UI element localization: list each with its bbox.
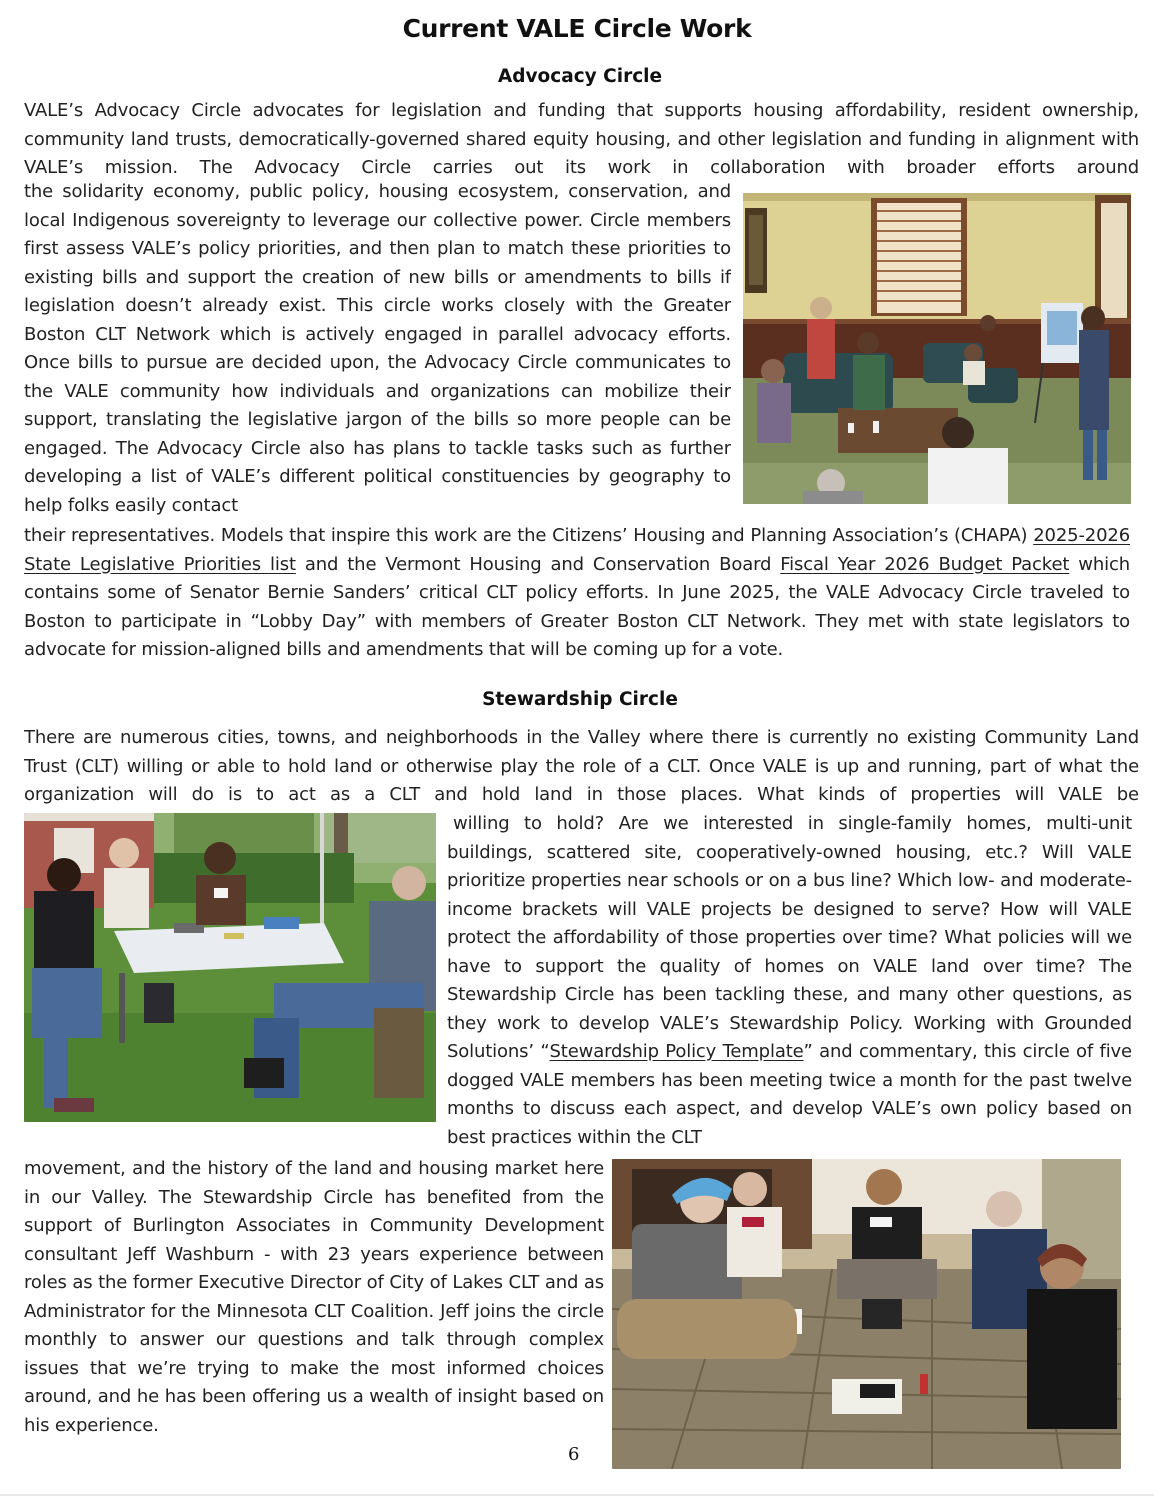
advocacy-paragraph-top: VALE’s Advocacy Circle advocates for legislation and funding that supports housing affordability, resident ownership, community land trusts, democratically-governed shared equity housing, and other legislation and funding in alignment with VALE’s mission. The Advocacy Circle carries out its work in collaboration with broader efforts around: [24, 100, 1139, 178]
advocacy-text-1: their representatives. Models that inspire this work are the Citizens’ Housing and Planning Association’s (CHAPA): [24, 525, 1028, 546]
stewardship-paragraph-wrap: [447, 810, 1132, 1152]
advocacy-heading: Advocacy Circle: [497, 66, 663, 87]
page-number: 6: [568, 1444, 580, 1465]
stewardship-heading: Stewardship Circle: [482, 689, 678, 710]
advocacy-paragraph-bottom: [24, 522, 1130, 668]
stewardship-text-1: willing to hold? Are we interested in single-family homes, multi-unit buildings, scattered site, cooperatively-owned housing, etc.? Will VALE prioritize properties near schools or on a bus line? Which low- and moderate-income brackets will VALE projects be designed to serve? How will VALE protect the affordability of those properties over time? What policies will we have to support the quality of homes on VALE land over time? The Stewardship Circle has been tackling these, and many other questions, as they work to develop VALE’s Stewardship Policy. Working with Grounded Solutions’ “: [447, 813, 1132, 1062]
advocacy-text-3: which contains some of Senator Bernie Sanders’ critical CLT policy efforts. In June 2025, the VALE Advocacy Circle traveled to Boston to participate in “Lobby Day” with members of Greater Boston CLT Network. They met with state legislators to advocate for mission-aligned bills and amendments that will be coming up for a vote.: [24, 553, 1130, 660]
stewardship-paragraph-top: There are numerous cities, towns, and neighborhoods in the Valley where there is currently no existing Community Land Trust (CLT) willing or able to hold land or otherwise play the role of a CLT. Once VALE is up and running, part of what the organization will do is to act as a CLT and hold land in those places. What kinds of properties will VALE be: [24, 727, 1139, 805]
stewardship-text-2: ” and commentary, this circle of five dogged VALE members has been meeting twice a month for the past twelve months to discuss each aspect, and develop VALE’s own policy based on best practices within the CLT: [447, 1041, 1132, 1148]
page-title: Current VALE Circle Work: [402, 14, 752, 43]
stewardship-deck-photo: [612, 1159, 1121, 1469]
chapa-priorities-link[interactable]: 2025-2026 State Legislative Priorities list: [24, 525, 1130, 575]
vhcb-budget-link[interactable]: Fiscal Year 2026 Budget Packet: [780, 553, 1070, 575]
bottom-divider: [0, 1494, 1154, 1496]
stewardship-paragraph-bottom: movement, and the history of the land and housing market here in our Valley. The Stewardship Circle has benefited from the support of Burlington Associates in Community Development consultant Jeff Washburn - with 23 years experience between roles as the former Executive Director of City of Lakes CLT and as Administrator for the Minnesota CLT Coalition. Jeff joins the circle monthly to answer our questions and talk through complex issues that we’re trying to make the most informed choices around, and he has been offering us a wealth of insight based on his experience.: [24, 1158, 604, 1436]
advocacy-paragraph-wrap: the solidarity economy, public policy, housing ecosystem, conservation, and local Indigenous sovereignty to leverage our collective power. Circle members first assess VALE’s policy priorities, and then plan to match these priorities to existing bills and support the creation of new bills or amendments to bills if legislation doesn’t already exist. This circle works closely with the Greater Boston CLT Network which is actively engaged in parallel advocacy efforts. Once bills to pursue are decided upon, the Advocacy Circle communicates to the VALE community how individuals and organizations can mobilize their support, translating the legislative jargon of the bills so more people can be engaged. The Advocacy Circle also has plans to tackle tasks such as further developing a list of VALE’s different political constituencies by geography to help folks easily contact: [24, 181, 731, 516]
advocacy-text-2: and the Vermont Housing and Conservation Board: [304, 553, 772, 575]
stewardship-table-photo: [24, 813, 436, 1122]
advocacy-meeting-photo: [743, 193, 1131, 504]
stewardship-template-link[interactable]: Stewardship Policy Template: [549, 1041, 804, 1062]
